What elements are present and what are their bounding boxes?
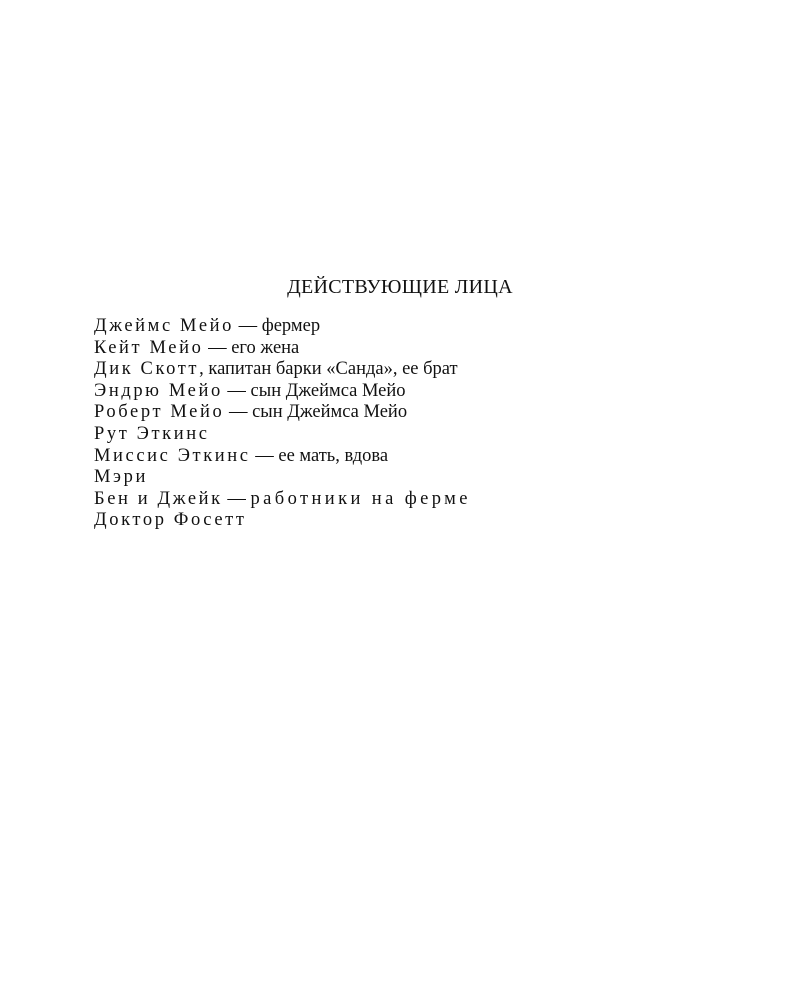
cast-role: фермер — [261, 316, 321, 336]
cast-name: Дик Скотт — [94, 359, 200, 380]
cast-item — [94, 467, 471, 489]
cast-item — [94, 402, 471, 424]
cast-role: его жена — [231, 337, 300, 358]
cast-item — [94, 489, 471, 511]
cast-role: капитан барки «Санда», ее брат — [208, 359, 458, 380]
cast-item — [94, 316, 471, 338]
cast-item — [94, 424, 471, 446]
cast-name: Бен и Джейк — [94, 488, 223, 509]
cast-separator: — — [203, 337, 232, 358]
cast-separator: — — [250, 445, 279, 466]
cast-role: ее мать, вдова — [278, 445, 389, 466]
cast-item — [94, 381, 471, 403]
page-heading: ДЕЙСТВУЮЩИЕ ЛИЦА — [287, 276, 513, 298]
cast-separator: — — [224, 402, 253, 423]
cast-separator: — — [222, 488, 251, 509]
cast-name: Джеймс Мейо — [94, 316, 234, 336]
cast-name: Миссис Эткинс — [94, 445, 251, 466]
cast-name: Роберт Мейо — [94, 402, 225, 423]
cast-item — [94, 338, 471, 360]
cast-list — [94, 316, 471, 532]
cast-name: Рут Эткинс — [94, 423, 210, 444]
cast-separator: — — [222, 380, 251, 401]
cast-item — [94, 446, 471, 468]
cast-name: Мэри — [94, 467, 148, 488]
cast-name: Эндрю Мейо — [94, 380, 223, 401]
cast-separator: , — [199, 359, 209, 380]
cast-role: работники на ферме — [250, 488, 471, 509]
cast-name: Доктор Фосетт — [94, 510, 247, 531]
cast-separator: — — [233, 316, 262, 336]
cast-name: Кейт Мейо — [94, 337, 204, 358]
cast-role: сын Джеймса Мейо — [250, 380, 406, 401]
cast-role: сын Джеймса Мейо — [252, 402, 408, 423]
cast-item — [94, 359, 471, 381]
cast-item — [94, 510, 471, 532]
